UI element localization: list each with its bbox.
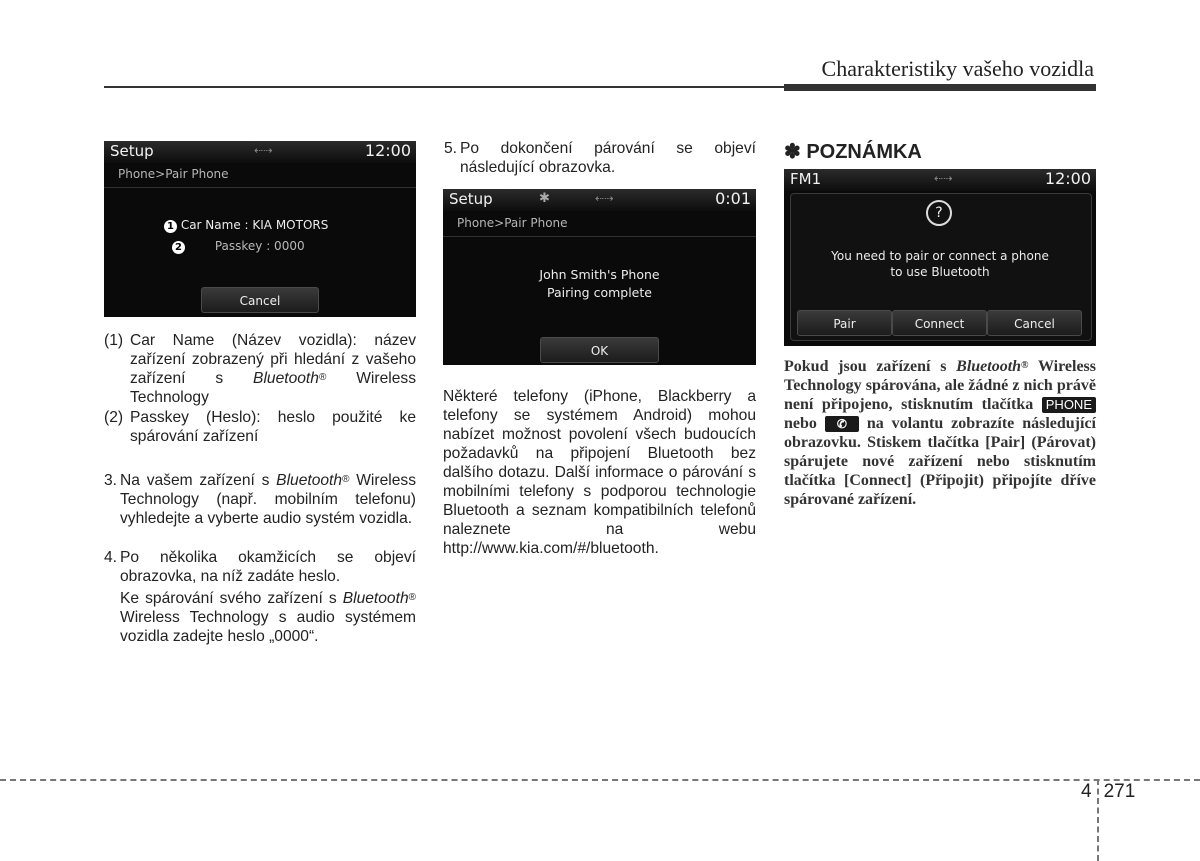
page-value: 271 xyxy=(1103,781,1136,802)
step-marker: 5. xyxy=(444,140,458,157)
bluetooth-icon: ✱ xyxy=(539,191,550,206)
passkey-row xyxy=(172,236,305,254)
car-name-text: Car Name : KIA MOTORS xyxy=(180,218,329,232)
registered-mark: ® xyxy=(408,592,416,603)
usb-icon: ⇠⇢ xyxy=(934,172,953,185)
note-text-d: na volantu zobrazíte následující obrazovku. Stiskem tlačítka [Pair] (Párovat) spárujete nové zařízení nebo stisknutím tlačítka [Connect] (Připojit) připojíte dříve spárované zařízení. xyxy=(784,415,1096,508)
usb-icon: ⇠⇢ xyxy=(254,144,273,157)
registered-mark: ® xyxy=(342,474,350,485)
step-4-detail xyxy=(120,589,416,646)
bluetooth-term: Bluetooth xyxy=(956,358,1022,375)
step-5 xyxy=(444,139,756,177)
bluetooth-term: Bluetooth xyxy=(342,590,409,607)
cancel-button[interactable]: Cancel xyxy=(201,287,319,313)
footer-rule xyxy=(0,779,1200,781)
device-name: John Smith's Phone xyxy=(539,267,660,282)
note-text-b: Wireless Technology spárována, ale žádné z nich právě není připojeno, stisknutím tlačítka xyxy=(784,358,1097,413)
call-icon: ✆ xyxy=(825,416,859,432)
step-text: Na vašem zařízení s xyxy=(120,472,270,489)
connect-phone-screen xyxy=(784,169,1096,346)
step-text-rest: Wireless Technology (např. mobilním telefonu) vyhledejte a vyberte audio systém vozidla. xyxy=(120,472,416,527)
step-text: Po několika okamžicích se objeví obrazovka, na níž zadáte heslo. xyxy=(120,549,416,585)
step-marker: 4. xyxy=(104,549,118,566)
list-item-passkey xyxy=(104,408,416,446)
step-text-rest: Wireless Technology s audio systémem vozidla zadejte heslo „0000“. xyxy=(120,609,416,645)
note-text-c: nebo xyxy=(784,415,817,432)
marker-2: 2 xyxy=(172,241,185,254)
clock: 12:00 xyxy=(364,141,411,160)
screen-title: Setup xyxy=(449,190,493,208)
breadcrumb: Phone>Pair Phone xyxy=(457,216,568,230)
phone-button-badge: PHONE xyxy=(1042,397,1096,413)
bluetooth-term: Bluetooth xyxy=(253,370,319,387)
screen-title: FM1 xyxy=(790,170,822,188)
status-bar xyxy=(104,141,416,163)
pair-phone-screen xyxy=(104,141,416,317)
breadcrumb: Phone>Pair Phone xyxy=(118,167,229,181)
usb-icon: ⇠⇢ xyxy=(595,192,614,205)
page-header-title: Charakteristiky vašeho vozidla xyxy=(821,56,1094,81)
dialog-message-line2: to use Bluetooth xyxy=(890,265,990,279)
note-body xyxy=(784,357,1096,509)
item-text: Passkey (Heslo): heslo použité ke spárování zařízení xyxy=(130,409,416,445)
item-marker: (1) xyxy=(104,332,124,349)
chapter-number: 4 xyxy=(1081,781,1092,802)
dialog-message-line1: You need to pair or connect a phone xyxy=(831,249,1049,263)
clock: 0:01 xyxy=(715,189,751,208)
step-marker: 3. xyxy=(104,472,118,489)
list-item-car-name xyxy=(104,331,416,407)
status-bar xyxy=(443,189,756,211)
divider xyxy=(443,236,756,237)
compatibility-paragraph: Některé telefony (iPhone, Blackberry a telefony se systémem Android) mohou nabízet možnost povolení všech budoucích požadavků na připojení Bluetooth bez dalšího dotazu. Další informace o párování s mobilními telefony s podporou technologie Bluetooth a seznam kompatibilních telefonů naleznete na webu http://www.kia.com/#/bluetooth. xyxy=(443,388,756,557)
clock: 12:00 xyxy=(1044,169,1091,188)
pairing-complete-screen xyxy=(443,189,756,365)
passkey-text: Passkey : 0000 xyxy=(214,239,305,253)
car-name-row xyxy=(164,218,328,233)
step-text: Ke spárování svého zařízení s xyxy=(120,590,337,607)
status-bar xyxy=(784,169,1096,191)
pairing-status: Pairing complete xyxy=(547,285,652,300)
header-rule-accent xyxy=(784,84,1096,91)
connect-button[interactable]: Connect xyxy=(892,310,987,336)
item-text: Car Name (Název vozidla): název zařízení zobrazený při hledání z vašeho zařízení s xyxy=(130,332,416,387)
step-4 xyxy=(104,548,416,586)
cancel-button[interactable]: Cancel xyxy=(987,310,1082,336)
screen-title: Setup xyxy=(110,142,154,160)
item-text-rest: Wireless Technology xyxy=(130,370,416,406)
page-number xyxy=(1081,781,1135,803)
marker-1: 1 xyxy=(164,220,177,233)
bluetooth-term: Bluetooth xyxy=(276,472,343,489)
divider xyxy=(104,187,416,188)
question-icon: ? xyxy=(926,200,952,226)
note-heading: ✽ POZNÁMKA xyxy=(784,141,922,163)
pair-button[interactable]: Pair xyxy=(797,310,892,336)
ok-button[interactable]: OK xyxy=(540,337,659,363)
registered-mark: ® xyxy=(318,372,327,383)
step-3 xyxy=(104,471,416,528)
step-text: Po dokončení párování se objeví následující obrazovka. xyxy=(460,140,756,176)
note-text-a: Pokud jsou zařízení s xyxy=(784,358,947,375)
item-marker: (2) xyxy=(104,409,124,426)
registered-mark: ® xyxy=(1021,360,1029,371)
